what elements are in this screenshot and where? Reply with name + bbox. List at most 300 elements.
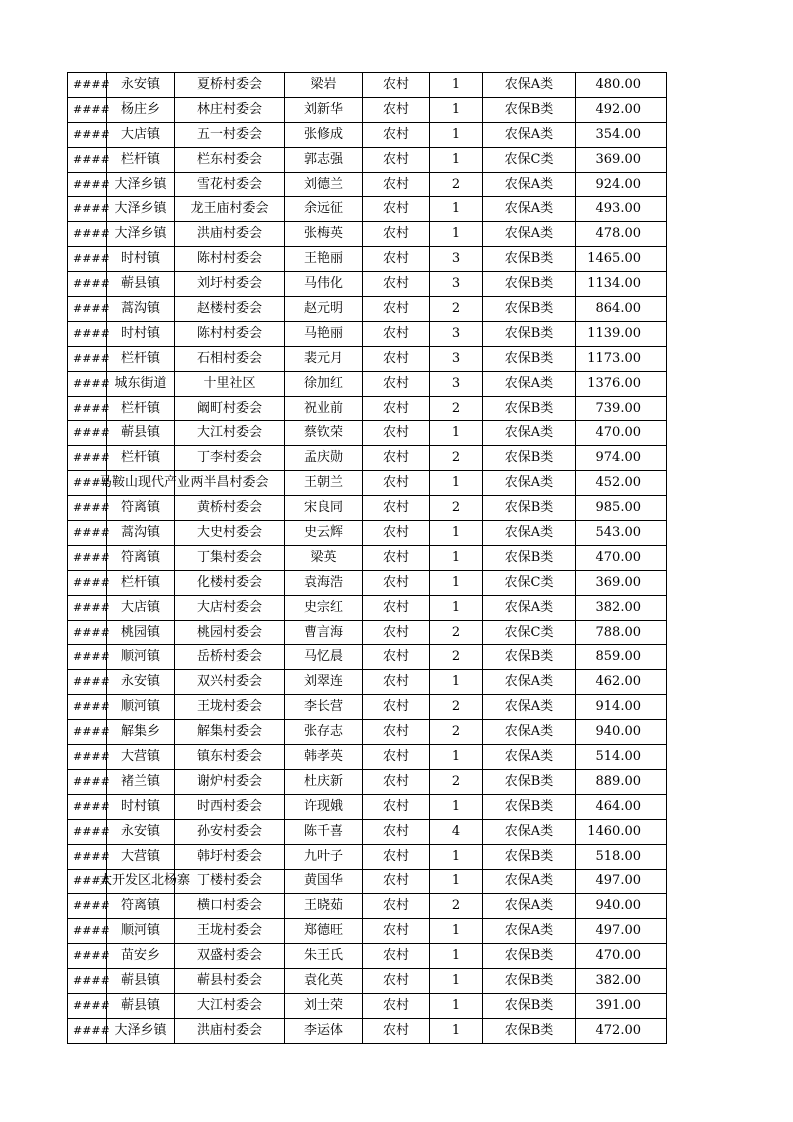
amount-cell: 369.00: [576, 147, 667, 172]
name-cell: 马艳丽: [285, 321, 363, 346]
name-cell: 袁化英: [285, 969, 363, 994]
area-type-cell: 农村: [363, 197, 430, 222]
village-cell: 解集村委会: [175, 720, 285, 745]
household-size-cell: 2: [430, 396, 483, 421]
household-size-cell: 3: [430, 247, 483, 272]
village-cell: 陈村村委会: [175, 247, 285, 272]
name-cell: 余远征: [285, 197, 363, 222]
household-size-cell: 3: [430, 346, 483, 371]
village-cell: 王垅村委会: [175, 919, 285, 944]
town-cell: 大店镇: [107, 595, 175, 620]
table-row: [68, 844, 667, 869]
table-row: [68, 894, 667, 919]
name-cell: 梁英: [285, 545, 363, 570]
category-cell: 农保A类: [483, 919, 576, 944]
row-code-cell: ####: [68, 1018, 107, 1043]
village-cell: 赵楼村委会: [175, 297, 285, 322]
household-size-cell: 3: [430, 371, 483, 396]
town-cell: 栏杆镇: [107, 147, 175, 172]
amount-cell: 382.00: [576, 969, 667, 994]
category-cell: 农保A类: [483, 670, 576, 695]
table-row: [68, 919, 667, 944]
amount-cell: 1465.00: [576, 247, 667, 272]
household-size-cell: 1: [430, 521, 483, 546]
table-row: [68, 819, 667, 844]
household-size-cell: 1: [430, 844, 483, 869]
household-size-cell: 1: [430, 969, 483, 994]
village-cell: 雪花村委会: [175, 172, 285, 197]
row-code-cell: ####: [68, 993, 107, 1018]
table-row: [68, 595, 667, 620]
table-body: [68, 73, 667, 1044]
category-cell: 农保A类: [483, 73, 576, 98]
table-row: [68, 247, 667, 272]
category-cell: 农保A类: [483, 222, 576, 247]
area-type-cell: 农村: [363, 794, 430, 819]
name-cell: 陈千喜: [285, 819, 363, 844]
row-code-cell: ####: [68, 496, 107, 521]
area-type-cell: 农村: [363, 670, 430, 695]
row-code-cell: ####: [68, 819, 107, 844]
area-type-cell: 农村: [363, 869, 430, 894]
name-cell: 王朝兰: [285, 471, 363, 496]
relief-roster-table: [67, 72, 667, 1044]
town-cell: 永安镇: [107, 73, 175, 98]
area-type-cell: 农村: [363, 147, 430, 172]
village-cell: 桃园村委会: [175, 620, 285, 645]
table-row: [68, 73, 667, 98]
area-type-cell: 农村: [363, 769, 430, 794]
town-cell: 桃园镇: [107, 620, 175, 645]
row-code-cell: ####: [68, 396, 107, 421]
table-row: [68, 670, 667, 695]
village-cell: 五一村委会: [175, 122, 285, 147]
village-cell: 洪庙村委会: [175, 222, 285, 247]
household-size-cell: 2: [430, 496, 483, 521]
row-code-cell: ####: [68, 869, 107, 894]
household-size-cell: 1: [430, 122, 483, 147]
area-type-cell: 农村: [363, 321, 430, 346]
household-size-cell: 2: [430, 172, 483, 197]
area-type-cell: 农村: [363, 695, 430, 720]
town-cell: 栏杆镇: [107, 446, 175, 471]
area-type-cell: 农村: [363, 819, 430, 844]
row-code-cell: ####: [68, 670, 107, 695]
amount-cell: 940.00: [576, 894, 667, 919]
household-size-cell: 1: [430, 421, 483, 446]
name-cell: 韩孝英: [285, 745, 363, 770]
village-cell: 岳桥村委会: [175, 645, 285, 670]
village-cell: 洪庙村委会: [175, 1018, 285, 1043]
village-cell: 丁李村委会: [175, 446, 285, 471]
row-code-cell: ####: [68, 197, 107, 222]
category-cell: 农保B类: [483, 346, 576, 371]
area-type-cell: 农村: [363, 421, 430, 446]
row-code-cell: ####: [68, 222, 107, 247]
row-code-cell: ####: [68, 545, 107, 570]
name-cell: 马伟化: [285, 272, 363, 297]
area-type-cell: 农村: [363, 396, 430, 421]
category-cell: 农保B类: [483, 1018, 576, 1043]
area-type-cell: 农村: [363, 471, 430, 496]
row-code-cell: ####: [68, 446, 107, 471]
category-cell: 农保A类: [483, 869, 576, 894]
name-cell: 宋良同: [285, 496, 363, 521]
amount-cell: 470.00: [576, 545, 667, 570]
amount-cell: 518.00: [576, 844, 667, 869]
table-row: [68, 944, 667, 969]
row-code-cell: ####: [68, 272, 107, 297]
name-cell: 朱王氏: [285, 944, 363, 969]
amount-cell: 470.00: [576, 944, 667, 969]
table-row: [68, 197, 667, 222]
area-type-cell: 农村: [363, 570, 430, 595]
row-code-cell: ####: [68, 794, 107, 819]
row-code-cell: ####: [68, 346, 107, 371]
name-cell: 张修成: [285, 122, 363, 147]
row-code-cell: ####: [68, 720, 107, 745]
category-cell: 农保A类: [483, 197, 576, 222]
table-row: [68, 147, 667, 172]
amount-cell: 940.00: [576, 720, 667, 745]
name-cell: 黄国华: [285, 869, 363, 894]
household-size-cell: 2: [430, 645, 483, 670]
town-cell: 栏杆镇: [107, 346, 175, 371]
area-type-cell: 农村: [363, 97, 430, 122]
household-size-cell: 1: [430, 570, 483, 595]
area-type-cell: 农村: [363, 944, 430, 969]
name-cell: 张梅英: [285, 222, 363, 247]
household-size-cell: 1: [430, 919, 483, 944]
household-size-cell: 1: [430, 944, 483, 969]
table-row: [68, 421, 667, 446]
category-cell: 农保B类: [483, 545, 576, 570]
row-code-cell: ####: [68, 371, 107, 396]
town-cell: 苗安乡: [107, 944, 175, 969]
household-size-cell: 3: [430, 272, 483, 297]
village-cell: 时西村委会: [175, 794, 285, 819]
town-cell: 顺河镇: [107, 695, 175, 720]
row-code-cell: ####: [68, 595, 107, 620]
name-cell: 袁海浩: [285, 570, 363, 595]
row-code-cell: ####: [68, 570, 107, 595]
town-cell: 顺河镇: [107, 645, 175, 670]
row-code-cell: ####: [68, 172, 107, 197]
amount-cell: 497.00: [576, 869, 667, 894]
table-row: [68, 620, 667, 645]
area-type-cell: 农村: [363, 172, 430, 197]
table-row: [68, 521, 667, 546]
table-row: [68, 720, 667, 745]
village-cell: 丁楼村委会: [175, 869, 285, 894]
town-cell: 栏杆镇: [107, 396, 175, 421]
amount-cell: 354.00: [576, 122, 667, 147]
category-cell: 农保A类: [483, 745, 576, 770]
row-code-cell: ####: [68, 421, 107, 446]
name-cell: 刘翠连: [285, 670, 363, 695]
table-row: [68, 172, 667, 197]
table-row: [68, 969, 667, 994]
amount-cell: 859.00: [576, 645, 667, 670]
town-cell: 马鞍山现代产业: [107, 471, 175, 496]
category-cell: 农保B类: [483, 297, 576, 322]
name-cell: 王晓茹: [285, 894, 363, 919]
table-row: [68, 346, 667, 371]
amount-cell: 1173.00: [576, 346, 667, 371]
area-type-cell: 农村: [363, 371, 430, 396]
table-row: [68, 769, 667, 794]
area-type-cell: 农村: [363, 1018, 430, 1043]
category-cell: 农保A类: [483, 122, 576, 147]
area-type-cell: 农村: [363, 919, 430, 944]
village-cell: 蕲县村委会: [175, 969, 285, 994]
table-row: [68, 794, 667, 819]
table-row: [68, 1018, 667, 1043]
village-cell: 韩圩村委会: [175, 844, 285, 869]
row-code-cell: ####: [68, 695, 107, 720]
name-cell: 郭志强: [285, 147, 363, 172]
town-cell: 解集乡: [107, 720, 175, 745]
area-type-cell: 农村: [363, 620, 430, 645]
town-cell: 蕲县镇: [107, 993, 175, 1018]
village-cell: 石相村委会: [175, 346, 285, 371]
table-row: [68, 122, 667, 147]
town-cell: 时村镇: [107, 321, 175, 346]
area-type-cell: 农村: [363, 645, 430, 670]
amount-cell: 478.00: [576, 222, 667, 247]
area-type-cell: 农村: [363, 969, 430, 994]
town-cell: 时村镇: [107, 247, 175, 272]
area-type-cell: 农村: [363, 595, 430, 620]
village-cell: 龙王庙村委会: [175, 197, 285, 222]
name-cell: 郑德旺: [285, 919, 363, 944]
table-row: [68, 97, 667, 122]
household-size-cell: 2: [430, 695, 483, 720]
table-row: [68, 993, 667, 1018]
category-cell: 农保B类: [483, 321, 576, 346]
row-code-cell: ####: [68, 620, 107, 645]
category-cell: 农保B类: [483, 396, 576, 421]
row-code-cell: ####: [68, 769, 107, 794]
name-cell: 刘新华: [285, 97, 363, 122]
village-cell: 孙安村委会: [175, 819, 285, 844]
row-code-cell: ####: [68, 321, 107, 346]
row-code-cell: ####: [68, 645, 107, 670]
amount-cell: 497.00: [576, 919, 667, 944]
amount-cell: 470.00: [576, 421, 667, 446]
category-cell: 农保B类: [483, 769, 576, 794]
row-code-cell: ####: [68, 122, 107, 147]
amount-cell: 914.00: [576, 695, 667, 720]
village-cell: 镇东村委会: [175, 745, 285, 770]
table-row: [68, 695, 667, 720]
row-code-cell: ####: [68, 944, 107, 969]
area-type-cell: 农村: [363, 297, 430, 322]
category-cell: 农保A类: [483, 371, 576, 396]
name-cell: 刘德兰: [285, 172, 363, 197]
area-type-cell: 农村: [363, 272, 430, 297]
category-cell: 农保A类: [483, 172, 576, 197]
row-code-cell: ####: [68, 745, 107, 770]
village-cell: 阚町村委会: [175, 396, 285, 421]
town-cell: 符离镇: [107, 545, 175, 570]
name-cell: 蔡钦荣: [285, 421, 363, 446]
household-size-cell: 3: [430, 321, 483, 346]
town-cell: 符离镇: [107, 496, 175, 521]
household-size-cell: 4: [430, 819, 483, 844]
amount-cell: 1139.00: [576, 321, 667, 346]
village-cell: 黄桥村委会: [175, 496, 285, 521]
category-cell: 农保A类: [483, 471, 576, 496]
amount-cell: 1134.00: [576, 272, 667, 297]
area-type-cell: 农村: [363, 346, 430, 371]
household-size-cell: 1: [430, 869, 483, 894]
household-size-cell: 2: [430, 769, 483, 794]
category-cell: 农保B类: [483, 272, 576, 297]
household-size-cell: 1: [430, 545, 483, 570]
name-cell: 赵元明: [285, 297, 363, 322]
town-cell: 大店镇: [107, 122, 175, 147]
table-row: [68, 471, 667, 496]
category-cell: 农保B类: [483, 496, 576, 521]
town-cell: 蒿沟镇: [107, 297, 175, 322]
category-cell: 农保B类: [483, 844, 576, 869]
town-cell: 大泽乡镇: [107, 197, 175, 222]
town-cell: 大营镇: [107, 745, 175, 770]
village-cell: 大江村委会: [175, 993, 285, 1018]
table-row: [68, 745, 667, 770]
name-cell: 李运体: [285, 1018, 363, 1043]
household-size-cell: 2: [430, 446, 483, 471]
household-size-cell: 2: [430, 297, 483, 322]
name-cell: 刘士荣: [285, 993, 363, 1018]
village-cell: 陈村村委会: [175, 321, 285, 346]
town-cell: 符离镇: [107, 894, 175, 919]
town-cell: 大泽乡镇: [107, 172, 175, 197]
table-row: [68, 297, 667, 322]
category-cell: 农保A类: [483, 595, 576, 620]
name-cell: 史云辉: [285, 521, 363, 546]
category-cell: 农保C类: [483, 620, 576, 645]
amount-cell: 382.00: [576, 595, 667, 620]
area-type-cell: 农村: [363, 545, 430, 570]
village-cell: 王垅村委会: [175, 695, 285, 720]
town-cell: 大营镇: [107, 844, 175, 869]
amount-cell: 889.00: [576, 769, 667, 794]
household-size-cell: 1: [430, 670, 483, 695]
amount-cell: 462.00: [576, 670, 667, 695]
area-type-cell: 农村: [363, 122, 430, 147]
household-size-cell: 1: [430, 471, 483, 496]
village-cell: 十里社区: [175, 371, 285, 396]
row-code-cell: ####: [68, 471, 107, 496]
name-cell: 裴元月: [285, 346, 363, 371]
row-code-cell: ####: [68, 969, 107, 994]
town-cell: 褚兰镇: [107, 769, 175, 794]
row-code-cell: ####: [68, 73, 107, 98]
area-type-cell: 农村: [363, 247, 430, 272]
table-row: [68, 272, 667, 297]
amount-cell: 739.00: [576, 396, 667, 421]
town-cell: 大泽乡镇: [107, 222, 175, 247]
category-cell: 农保A类: [483, 521, 576, 546]
amount-cell: 452.00: [576, 471, 667, 496]
category-cell: 农保A类: [483, 720, 576, 745]
household-size-cell: 1: [430, 745, 483, 770]
town-cell: 城东街道: [107, 371, 175, 396]
household-size-cell: 1: [430, 222, 483, 247]
village-cell: 横口村委会: [175, 894, 285, 919]
amount-cell: 1376.00: [576, 371, 667, 396]
amount-cell: 493.00: [576, 197, 667, 222]
amount-cell: 391.00: [576, 993, 667, 1018]
amount-cell: 788.00: [576, 620, 667, 645]
name-cell: 梁岩: [285, 73, 363, 98]
area-type-cell: 农村: [363, 993, 430, 1018]
name-cell: 徐加红: [285, 371, 363, 396]
row-code-cell: ####: [68, 247, 107, 272]
category-cell: 农保B类: [483, 944, 576, 969]
table-row: [68, 321, 667, 346]
row-code-cell: ####: [68, 919, 107, 944]
village-cell: 大店村委会: [175, 595, 285, 620]
area-type-cell: 农村: [363, 745, 430, 770]
category-cell: 农保B类: [483, 247, 576, 272]
village-cell: 大史村委会: [175, 521, 285, 546]
category-cell: 农保B类: [483, 794, 576, 819]
table-row: [68, 545, 667, 570]
amount-cell: 369.00: [576, 570, 667, 595]
village-cell: 双盛村委会: [175, 944, 285, 969]
amount-cell: 864.00: [576, 297, 667, 322]
table-row: [68, 396, 667, 421]
amount-cell: 492.00: [576, 97, 667, 122]
table-row: [68, 446, 667, 471]
table-row: [68, 869, 667, 894]
name-cell: 曹言海: [285, 620, 363, 645]
household-size-cell: 2: [430, 720, 483, 745]
table-row: [68, 496, 667, 521]
household-size-cell: 1: [430, 1018, 483, 1043]
village-cell: 林庄村委会: [175, 97, 285, 122]
amount-cell: 472.00: [576, 1018, 667, 1043]
table-row: [68, 371, 667, 396]
name-cell: 祝业前: [285, 396, 363, 421]
village-cell: 化楼村委会: [175, 570, 285, 595]
area-type-cell: 农村: [363, 496, 430, 521]
town-cell: 蕲县镇: [107, 272, 175, 297]
town-cell: 栏杆镇: [107, 570, 175, 595]
area-type-cell: 农村: [363, 73, 430, 98]
village-cell: 两半昌村委会: [175, 471, 285, 496]
row-code-cell: ####: [68, 297, 107, 322]
row-code-cell: ####: [68, 894, 107, 919]
village-cell: 夏桥村委会: [175, 73, 285, 98]
table-row: [68, 222, 667, 247]
amount-cell: 924.00: [576, 172, 667, 197]
name-cell: 孟庆勋: [285, 446, 363, 471]
town-cell: 永安镇: [107, 670, 175, 695]
category-cell: 农保A类: [483, 421, 576, 446]
name-cell: 王艳丽: [285, 247, 363, 272]
area-type-cell: 农村: [363, 222, 430, 247]
amount-cell: 1460.00: [576, 819, 667, 844]
row-code-cell: ####: [68, 97, 107, 122]
amount-cell: 985.00: [576, 496, 667, 521]
category-cell: 农保C类: [483, 147, 576, 172]
town-cell: 大开发区北杨寨: [107, 869, 175, 894]
category-cell: 农保A类: [483, 695, 576, 720]
